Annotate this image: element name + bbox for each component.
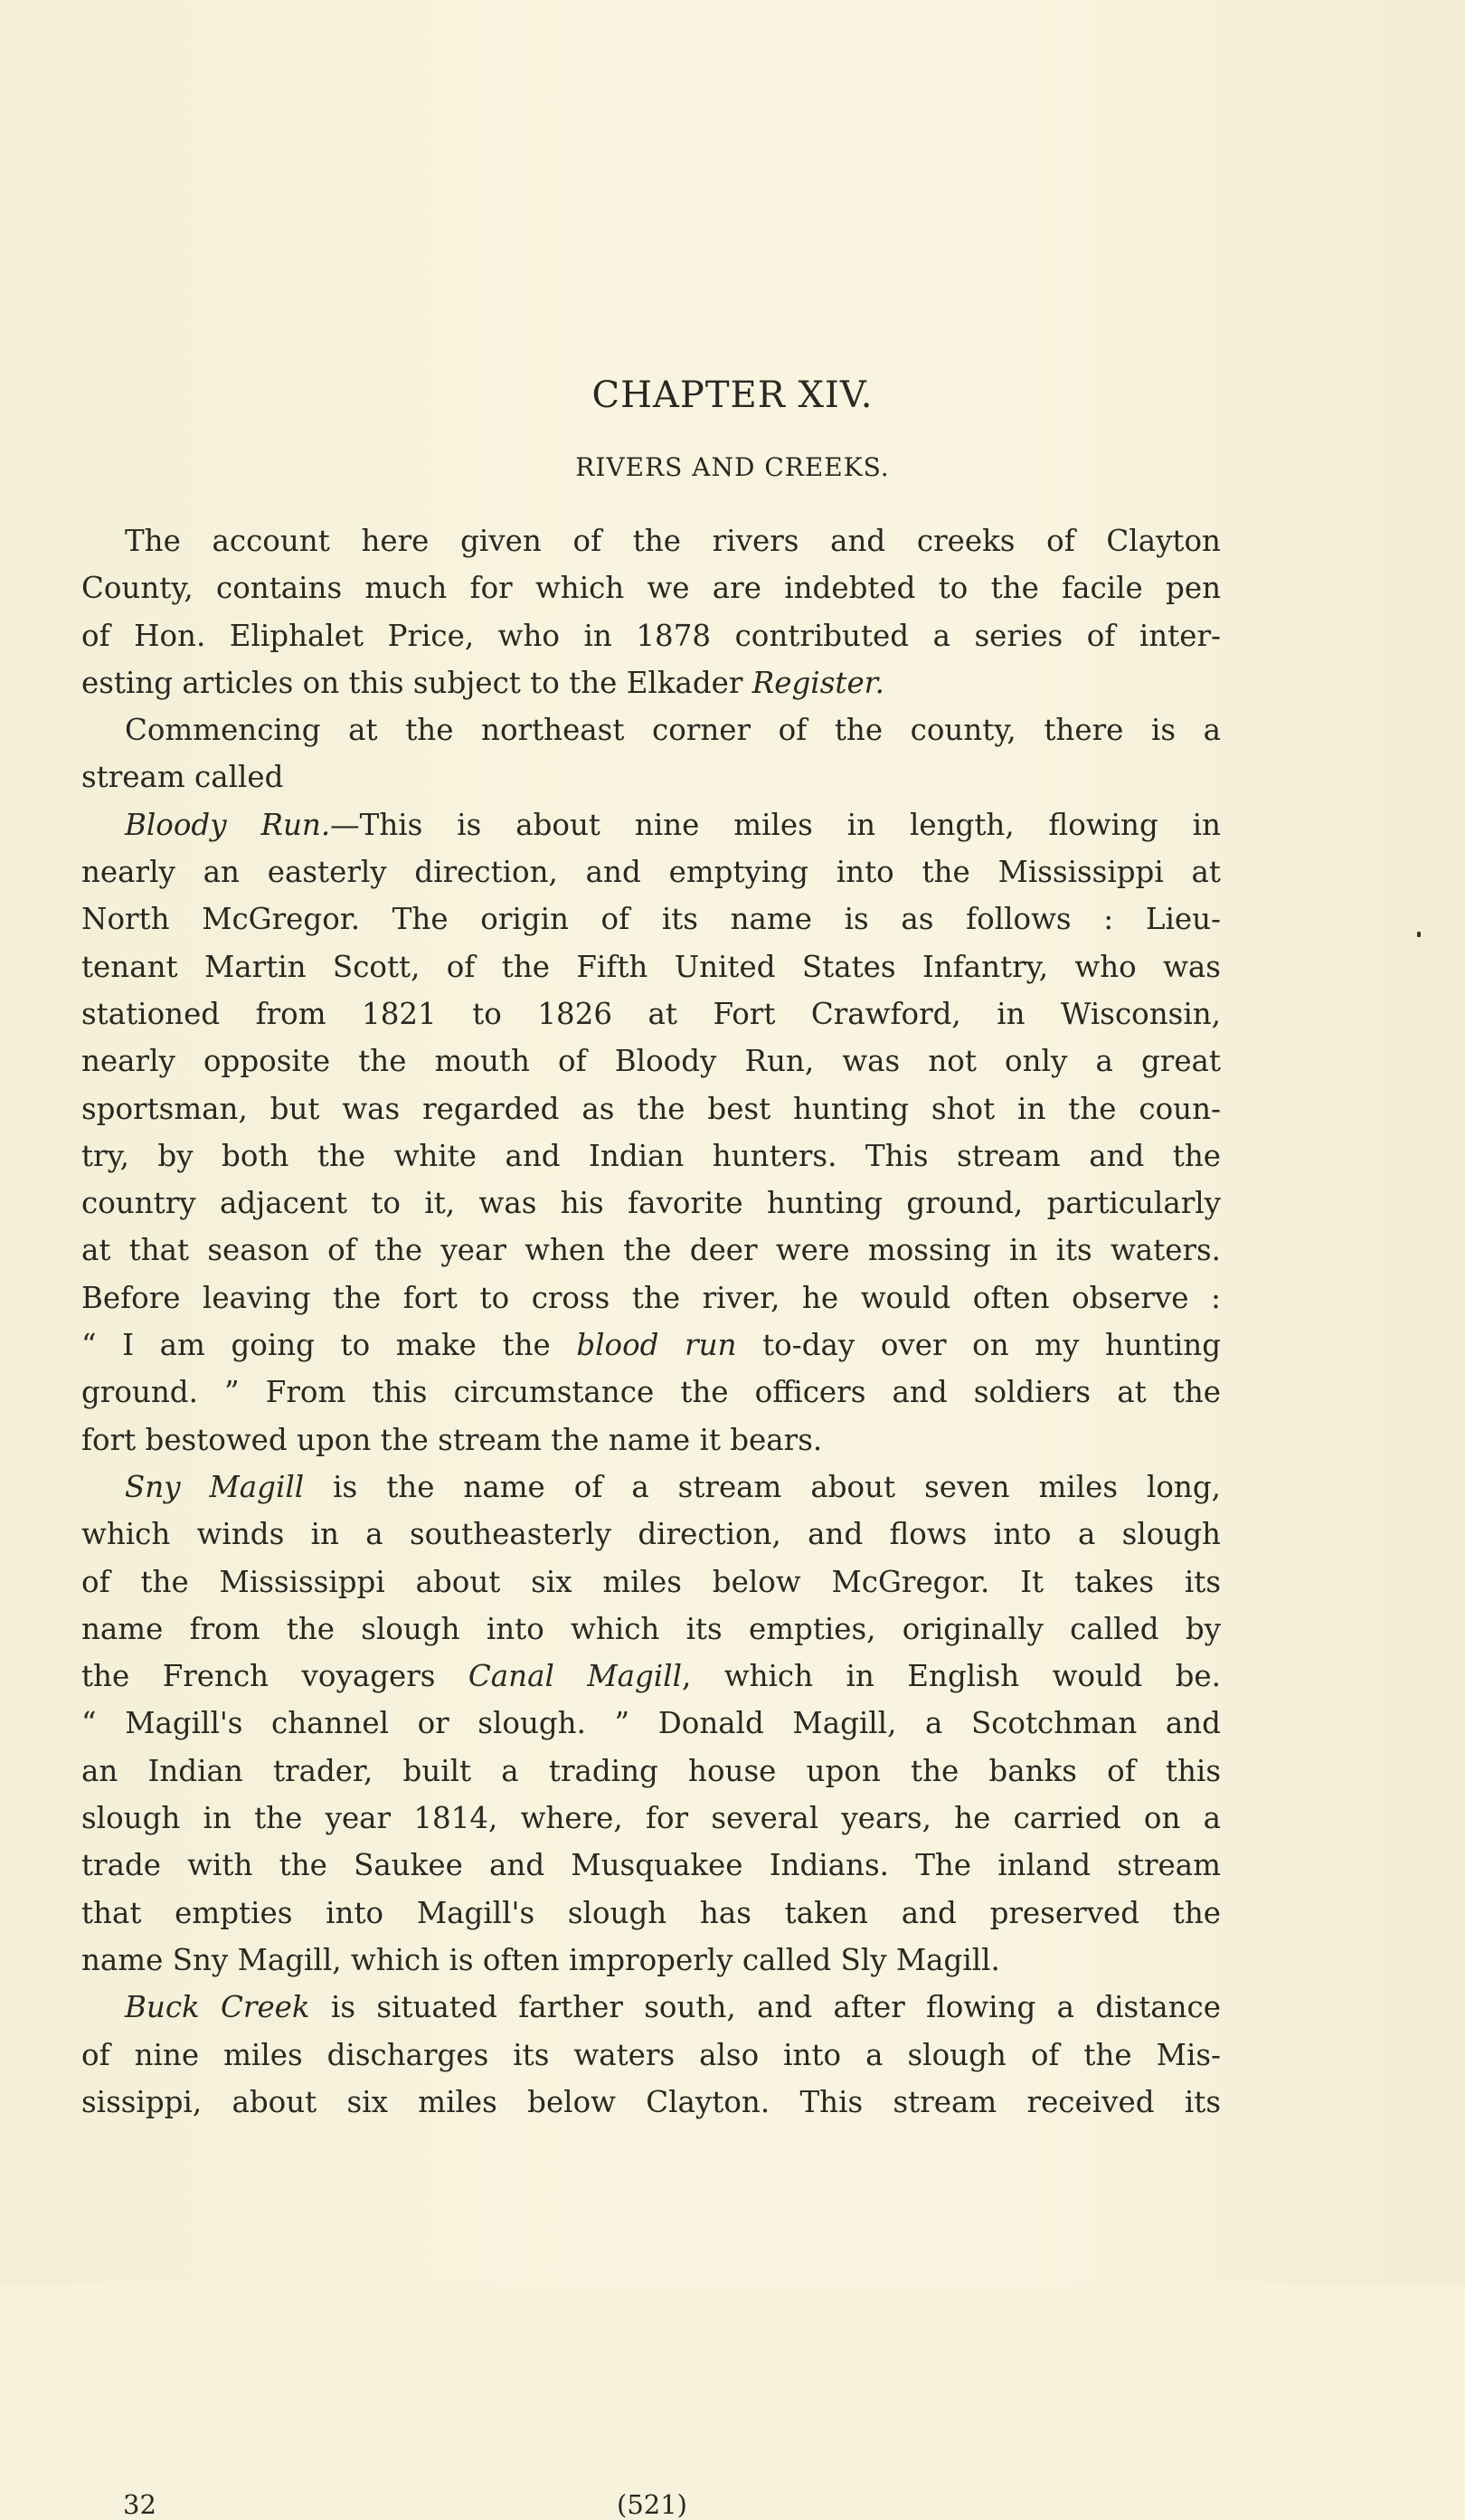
text-line (81, 1085, 1221, 1132)
line-text: tenant Martin Scott, of the Fifth United States Infantry, who was (81, 949, 1221, 984)
margin-speck (1417, 932, 1421, 937)
text-line (81, 564, 1221, 611)
text-line (81, 1274, 1221, 1322)
text-line (81, 1890, 1221, 1937)
text-line (81, 517, 1221, 564)
text-line (81, 1748, 1221, 1795)
italic-text: Canal Magill (468, 1659, 682, 1694)
text-line (81, 1558, 1221, 1606)
chapter-subtitle: RIVERS AND CREEKS. (575, 452, 890, 482)
line-text: trade with the Saukee and Musquakee Indians. The inland stream (81, 1848, 1221, 1883)
text-line (81, 753, 1221, 801)
line-text: sportsman, but was regarded as the best hunting shot in the coun- (81, 1091, 1221, 1126)
italic-text: Sny Magill (125, 1469, 305, 1504)
text-line (81, 2079, 1221, 2126)
text-line (81, 1795, 1221, 1842)
line-text: at that season of the year when the deer were mossing in its waters. (81, 1233, 1221, 1268)
line-text: Before leaving the fort to cross the river, he would often observe : (81, 1280, 1221, 1315)
line-text: which winds in a southeasterly direction, and flows into a slough (81, 1517, 1221, 1552)
text-line (81, 1369, 1221, 1416)
line-text: Commencing at the northeast corner of the county, there is a (125, 713, 1221, 748)
line-text: fort bestowed upon the stream the name it bears. (81, 1422, 823, 1457)
line-text: “ Magill's channel or slough. ” Donald Magill, a Scotchman and (81, 1706, 1221, 1741)
line-text: name Sny Magill, which is often improperly called Sly Magill. (81, 1942, 1000, 1977)
text-line (81, 706, 1221, 753)
line-text: to-day over on my hunting (736, 1328, 1221, 1363)
text-line (81, 1606, 1221, 1653)
text-line (81, 2032, 1221, 2079)
text-line (81, 848, 1221, 895)
line-text: the French voyagers (81, 1659, 468, 1694)
text-line (81, 990, 1221, 1037)
text-line (81, 612, 1221, 659)
line-text: nearly an easterly direction, and emptying into the Mississippi at (81, 855, 1221, 890)
line-text: country adjacent to it, was his favorite hunting ground, particularly (81, 1186, 1221, 1221)
signature-mark: 32 (123, 2489, 156, 2520)
text-line (81, 1037, 1221, 1085)
italic-text: blood run (576, 1328, 737, 1363)
line-text: name from the slough into which its empties, originally called by (81, 1611, 1221, 1646)
text-line (81, 1511, 1221, 1558)
text-line (81, 1464, 1221, 1511)
text-line (81, 1937, 1221, 1984)
text-line (81, 1653, 1221, 1700)
text-line (81, 1179, 1221, 1227)
text-line (81, 1984, 1221, 2031)
line-text: , which in English would be. (681, 1659, 1221, 1694)
text-line (81, 895, 1221, 943)
line-text: ground. ” From this circumstance the officers and soldiers at the (81, 1375, 1221, 1410)
line-text: that empties into Magill's slough has taken and preserved the (81, 1895, 1221, 1930)
line-text: County, contains much for which we are indebted to the facile pen (81, 571, 1221, 606)
text-line (81, 1322, 1221, 1369)
line-text: of Hon. Eliphalet Price, who in 1878 contributed a series of inter- (81, 618, 1221, 653)
italic-text: Bloody Run. (125, 807, 331, 842)
line-text: stream called (81, 760, 284, 795)
line-text: The account here given of the rivers and creeks of Clayton (125, 524, 1221, 558)
line-text: stationed from 1821 to 1826 at Fort Crawford, in Wisconsin, (81, 996, 1221, 1031)
line-text: —This is about nine miles in length, flowing in (330, 807, 1221, 842)
italic-text: Register. (751, 665, 884, 700)
line-text: of nine miles discharges its waters also into a slough of the Mis- (81, 2037, 1221, 2072)
text-line (81, 659, 1221, 706)
line-text: is the name of a stream about seven miles long, (304, 1469, 1221, 1504)
text-line (81, 1132, 1221, 1179)
italic-text: Buck Creek (125, 1990, 310, 2025)
text-line (81, 943, 1221, 990)
body-text (81, 517, 1221, 2126)
page-number: (521) (617, 2489, 687, 2520)
line-text: sissippi, about six miles below Clayton. This stream received its (81, 2084, 1221, 2119)
line-text: esting articles on this subject to the Elkader (81, 665, 752, 700)
text-line (81, 1842, 1221, 1889)
line-text: nearly opposite the mouth of Bloody Run, was not only a great (81, 1044, 1221, 1079)
line-text: “ I am going to make the (81, 1328, 577, 1363)
line-text: try, by both the white and Indian hunters. This stream and the (81, 1138, 1221, 1173)
line-text: North McGregor. The origin of its name is as follows : Lieu- (81, 902, 1221, 937)
line-text: slough in the year 1814, where, for several years, he carried on a (81, 1801, 1221, 1836)
chapter-heading: CHAPTER XIV. (591, 374, 874, 416)
text-line (81, 1227, 1221, 1274)
text-line (81, 1700, 1221, 1747)
text-line (81, 1416, 1221, 1464)
line-text: is situated farther south, and after flowing a distance (309, 1990, 1221, 2025)
line-text: an Indian trader, built a trading house upon the banks of this (81, 1753, 1221, 1788)
text-line (81, 801, 1221, 848)
line-text: of the Mississippi about six miles below McGregor. It takes its (81, 1564, 1221, 1599)
